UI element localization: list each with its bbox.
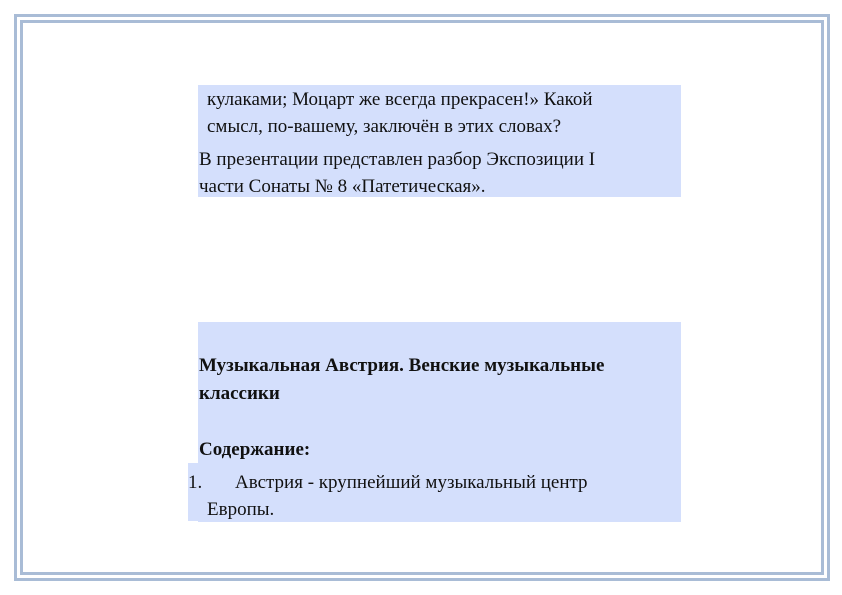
description-line-2: части Сонаты № 8 «Патетическая». bbox=[199, 176, 486, 197]
list-item-line-2: Европы. bbox=[207, 499, 275, 520]
text-block-title-content bbox=[188, 322, 681, 522]
title-line-2: классики bbox=[199, 383, 280, 404]
list-item-line-1: Австрия - крупнейший музыкальный центр bbox=[235, 472, 588, 493]
text-block-quote-content bbox=[198, 85, 681, 197]
contents-heading: Содержание: bbox=[199, 439, 311, 460]
quote-line-1: кулаками; Моцарт же всегда прекрасен!» Какой bbox=[207, 89, 593, 110]
block-notch bbox=[188, 85, 198, 137]
list-item-number: 1. bbox=[188, 472, 203, 493]
quote-line-2: смысл, по-вашему, заключён в этих словах? bbox=[207, 116, 562, 137]
title-line-1: Музыкальная Австрия. Венские музыкальные bbox=[199, 355, 605, 376]
description-line-1: В презентации представлен разбор Экспозиции I bbox=[199, 149, 596, 170]
